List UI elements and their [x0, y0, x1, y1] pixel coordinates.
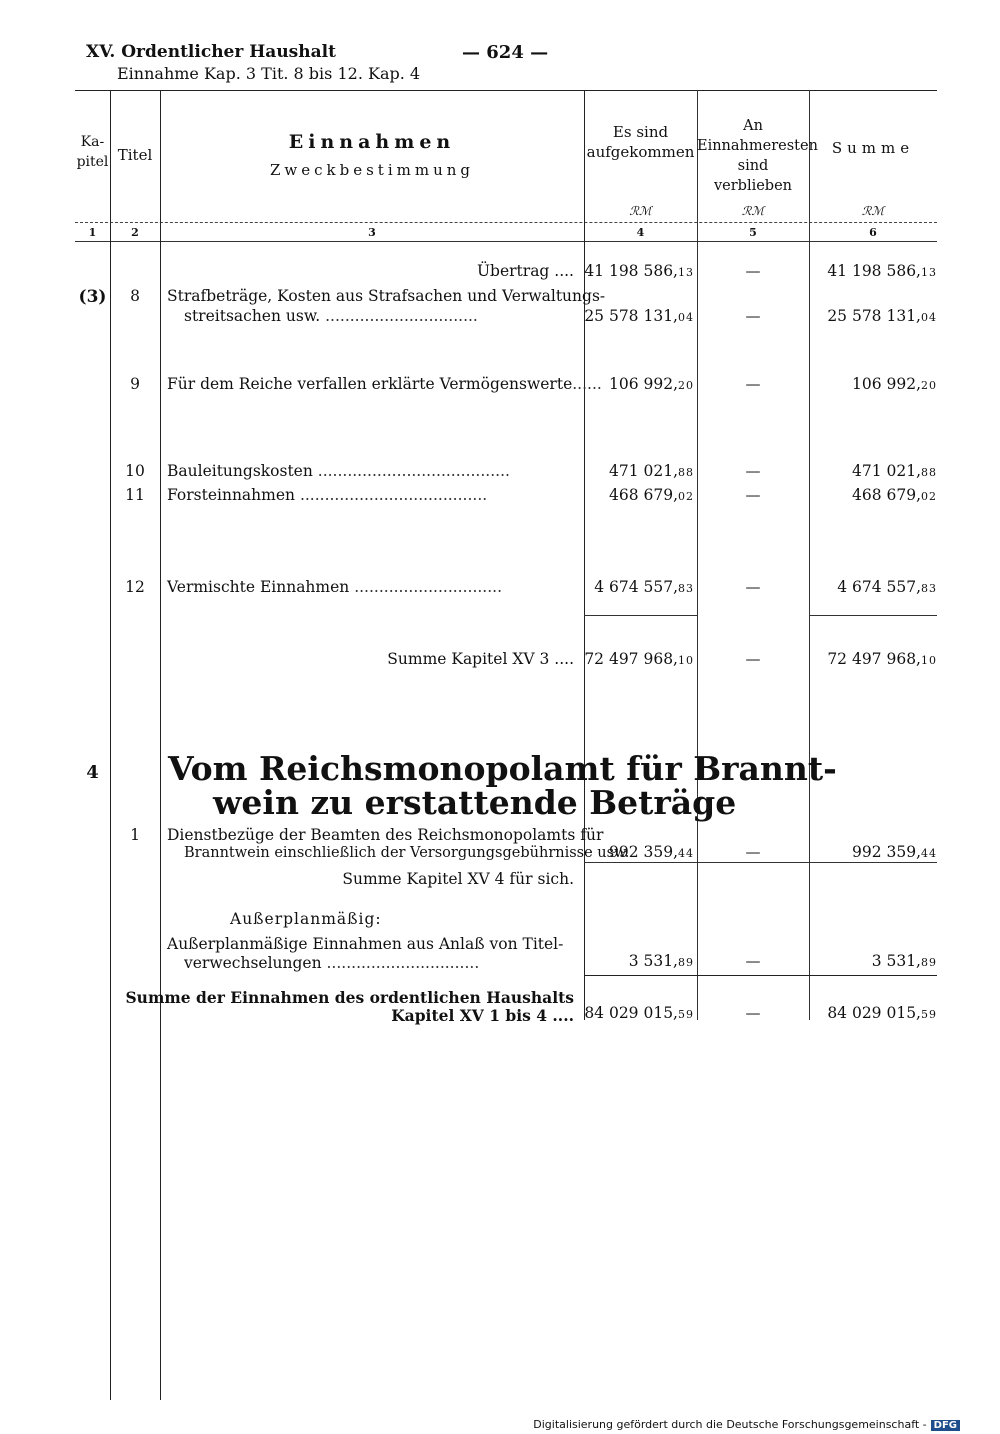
titel-11-amount: 468 679,02	[608, 486, 694, 504]
rule-before-total	[584, 975, 937, 976]
column-number-5: 5	[749, 226, 757, 239]
table-top-rule	[75, 90, 937, 91]
titel-1-label-line1: Dienstbezüge der Beamten des Reichsmonopolamts für	[167, 826, 604, 844]
titel-9-sum: 106 992,20	[851, 375, 937, 393]
digitization-footer	[533, 1418, 960, 1431]
uebertrag-label: Übertrag ....	[476, 262, 574, 280]
rule-before-summe3-col4	[584, 615, 697, 616]
currency-label-col4: ℛℳ	[629, 204, 652, 218]
ausserplan-amount: 3 531,89	[628, 952, 694, 970]
column-number-1: 1	[88, 226, 97, 239]
currency-label-col5: ℛℳ	[741, 204, 765, 218]
titel-12-number: 12	[125, 578, 145, 596]
page-number: — 624 —	[462, 42, 549, 63]
titel-11-rest: —	[745, 486, 761, 504]
col-divider-2	[160, 90, 161, 1400]
summe-kapitel-3-amount: 72 497 968,10	[584, 650, 694, 668]
header-bottom-rule	[75, 241, 937, 242]
titel-11-label: Forsteinnahmen ......................................	[167, 486, 488, 504]
header-summe: Summe	[831, 139, 915, 157]
titel-1-rest: —	[745, 843, 761, 861]
titel-10-sum: 471 021,88	[851, 462, 937, 480]
uebertrag-amount: 41 198 586,13	[584, 262, 694, 280]
summe-kapitel-4-label: Summe Kapitel XV 4 für sich.	[342, 870, 574, 888]
titel-12-label: Vermischte Einnahmen ..............................	[167, 578, 503, 596]
kapitel-4-heading-line1: Vom Reichsmonopolamt für Brannt-	[168, 749, 837, 788]
titel-11-number: 11	[125, 486, 145, 504]
ausserplan-rest: —	[745, 952, 761, 970]
column-number-2: 2	[131, 226, 139, 239]
total-label-line2: Kapitel XV 1 bis 4 ....	[391, 1006, 574, 1025]
kapitel-4-heading-line2: wein zu erstattende Beträge	[213, 783, 737, 822]
titel-8-number: 8	[130, 287, 140, 305]
titel-10-label: Bauleitungskosten .......................................	[167, 462, 510, 480]
ausserplan-label-line2: verwechselungen ...............................	[184, 954, 480, 972]
titel-8-amount: 25 578 131,04	[584, 307, 694, 325]
titel-8-rest: —	[745, 307, 761, 325]
titel-1-sum: 992 359,44	[851, 843, 937, 861]
titel-9-number: 9	[130, 375, 140, 393]
titel-10-number: 10	[125, 462, 145, 480]
total-sum: 84 029 015,59	[827, 1004, 937, 1022]
rule-before-summe3-col6	[809, 615, 937, 616]
titel-1-label-line2: Branntwein einschließlich der Versorgungsgebührnisse usw.	[184, 845, 630, 861]
header-titel: Titel	[117, 146, 153, 164]
titel-1-amount: 992 359,44	[608, 843, 694, 861]
titel-12-rest: —	[745, 578, 761, 596]
header-einnahmen: Einnahmen	[288, 131, 456, 153]
summe-kapitel-3-sum: 72 497 968,10	[827, 650, 937, 668]
titel-1-number: 1	[130, 826, 140, 844]
total-amount: 84 029 015,59	[584, 1004, 694, 1022]
uebertrag-rest: —	[745, 262, 761, 280]
titel-9-rest: —	[745, 375, 761, 393]
titel-10-amount: 471 021,88	[608, 462, 694, 480]
currency-label-col6: ℛℳ	[861, 204, 885, 218]
titel-8-label-line2: streitsachen usw. ...............................	[184, 307, 478, 325]
ausserplan-heading: Außerplanmäßig:	[230, 910, 382, 928]
header-aufgekommen: Es sind aufgekommen	[586, 123, 695, 161]
titel-8-label-line1: Strafbeträge, Kosten aus Strafsachen und Verwaltungs-	[167, 287, 606, 305]
summe-kapitel-3-rest: —	[745, 650, 761, 668]
total-label-line1: Summe der Einnahmen des ordentlichen Haushalts	[125, 988, 574, 1007]
header-einnahmereste: An Einnahmeresten sind verblieben	[697, 118, 818, 194]
uebertrag-sum: 41 198 586,13	[827, 262, 937, 280]
ausserplan-label-line1: Außerplanmäßige Einnahmen aus Anlaß von Titel-	[167, 935, 564, 953]
kapitel-4-marker: 4	[86, 762, 99, 783]
titel-12-amount: 4 674 557,83	[594, 578, 694, 596]
rule-after-titel-1	[584, 862, 937, 863]
titel-12-sum: 4 674 557,83	[837, 578, 937, 596]
dfg-logo: DFG	[931, 1420, 960, 1431]
kapitel-3-marker: (3)	[78, 287, 107, 307]
summe-kapitel-3-label: Summe Kapitel XV 3 ....	[387, 650, 574, 668]
header-zweckbestimmung: Zweckbestimmung	[269, 161, 474, 179]
header-dashed-rule	[75, 222, 937, 223]
running-header-subtitle: Einnahme Kap. 3 Tit. 8 bis 12. Kap. 4	[117, 64, 421, 83]
titel-8-sum: 25 578 131,04	[827, 307, 937, 325]
total-rest: —	[745, 1004, 761, 1022]
running-header-title: XV. Ordentlicher Haushalt	[86, 42, 336, 62]
column-number-6: 6	[869, 226, 877, 239]
ausserplan-sum: 3 531,89	[871, 952, 937, 970]
titel-10-rest: —	[745, 462, 761, 480]
column-number-3: 3	[368, 226, 376, 239]
column-number-4: 4	[636, 226, 645, 239]
titel-11-sum: 468 679,02	[851, 486, 937, 504]
header-kapitel: Ka- pitel	[76, 134, 109, 170]
footer-text: Digitalisierung gefördert durch die Deutsche Forschungsgemeinschaft -	[533, 1418, 927, 1431]
titel-9-label: Für dem Reiche verfallen erklärte Vermögenswerte......	[167, 375, 602, 393]
titel-9-amount: 106 992,20	[608, 375, 694, 393]
